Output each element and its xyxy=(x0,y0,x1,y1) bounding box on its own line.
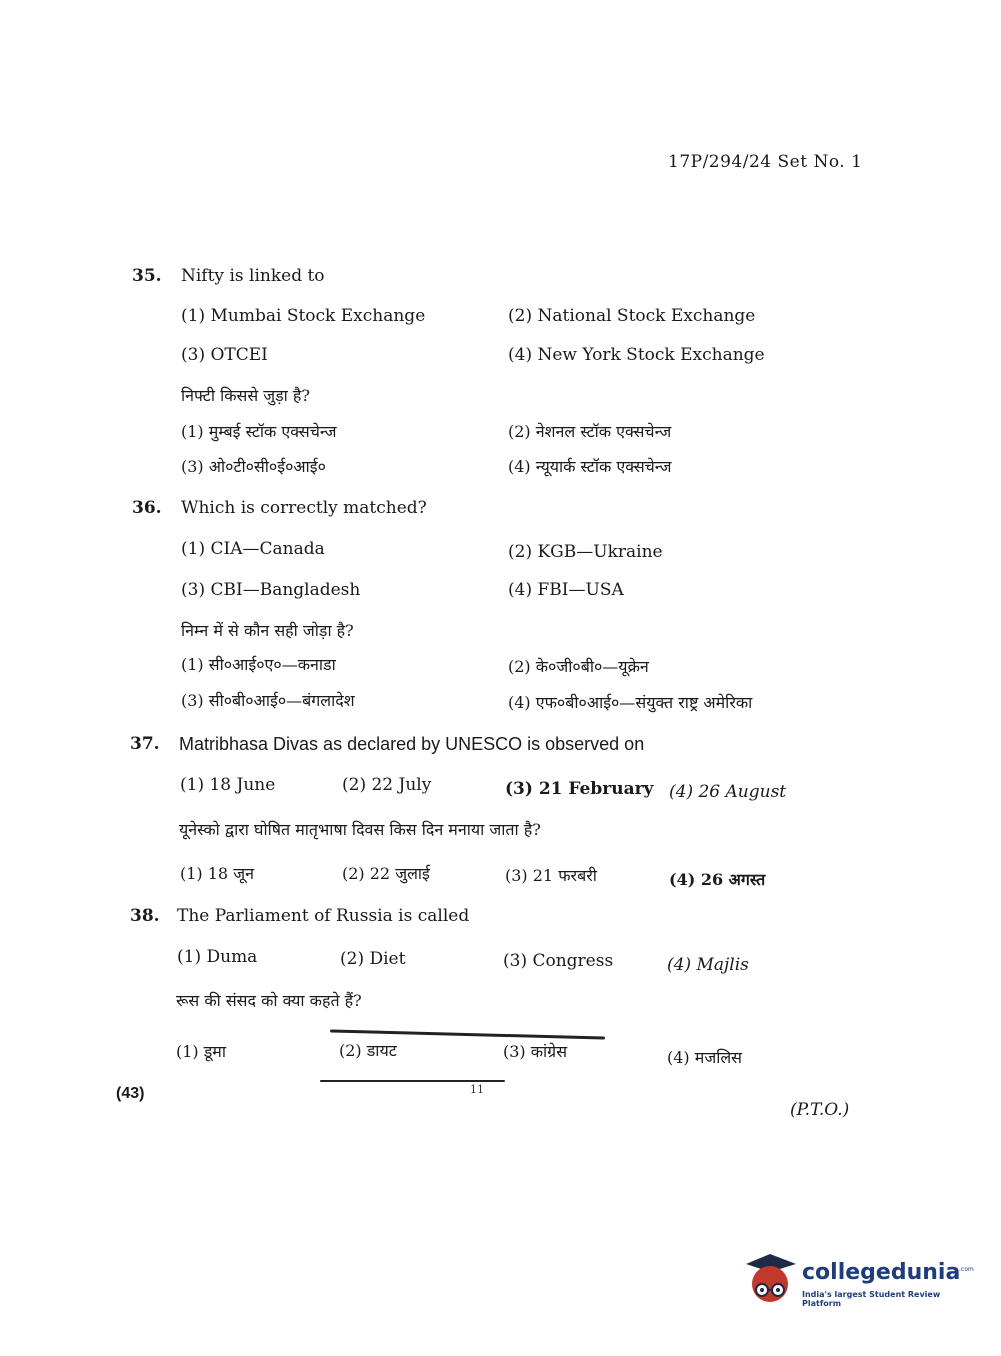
option-4: (4) Majlis xyxy=(667,955,749,975)
footer-paper-code: (43) xyxy=(116,1085,145,1102)
hindi-question-text: रूस की संसद को क्या कहते हैं? xyxy=(176,991,362,1010)
collegedunia-logo xyxy=(742,1250,972,1310)
option-3: (3) OTCEI xyxy=(181,345,268,365)
option-4: (4) New York Stock Exchange xyxy=(508,345,765,365)
option-4: (4) FBI—USA xyxy=(508,580,624,600)
question-number: 36. xyxy=(132,498,162,518)
option-3: (3) 21 February xyxy=(505,779,654,799)
option-2: (2) KGB—Ukraine xyxy=(508,542,663,562)
question-text: Matribhasa Divas as declared by UNESCO is observed on xyxy=(179,734,645,754)
hindi-question-text: निम्न में से कौन सही जोड़ा है? xyxy=(181,621,354,640)
hindi-option-1: (1) सी०आई०ए०—कनाडा xyxy=(181,655,336,674)
logo-name: collegedunia xyxy=(802,1260,961,1285)
page-number: 11 xyxy=(470,1083,484,1096)
question-text: Which is correctly matched? xyxy=(181,498,427,518)
logo-suffix: .com xyxy=(959,1266,974,1273)
hindi-question-text: यूनेस्को द्वारा घोषित मातृभाषा दिवस किस दिन मनाया जाता है? xyxy=(179,820,541,839)
footer-pto: (P.T.O.) xyxy=(790,1100,850,1120)
option-3: (3) CBI—Bangladesh xyxy=(181,580,361,600)
question-number: 35. xyxy=(132,266,162,286)
question-number: 38. xyxy=(130,906,160,926)
option-2: (2) National Stock Exchange xyxy=(508,306,756,326)
hindi-option-2: (2) 22 जुलाई xyxy=(342,864,430,883)
question-text: Nifty is linked to xyxy=(181,266,325,286)
hindi-option-2: (2) नेशनल स्टॉक एक्सचेन्ज xyxy=(508,422,672,441)
hindi-option-4: (4) 26 अगस्त xyxy=(669,870,766,889)
hindi-option-3: (3) सी०बी०आई०—बंगलादेश xyxy=(181,691,355,710)
hindi-option-4: (4) मजलिस xyxy=(667,1048,742,1067)
hindi-question-text: निफ्टी किससे जुड़ा है? xyxy=(181,386,310,405)
hindi-option-2: (2) के०जी०बी०—यूक्रेन xyxy=(508,657,649,676)
question-text: The Parliament of Russia is called xyxy=(177,906,470,926)
hindi-option-4: (4) न्यूयार्क स्टॉक एक्सचेन्ज xyxy=(508,457,672,476)
hindi-option-3: (3) कांग्रेस xyxy=(503,1042,568,1061)
hindi-option-1: (1) 18 जून xyxy=(180,864,254,883)
hindi-option-2: (2) डायट xyxy=(339,1041,397,1060)
option-1: (1) CIA—Canada xyxy=(181,539,325,559)
option-2: (2) Diet xyxy=(340,949,406,969)
hindi-option-3: (3) 21 फरबरी xyxy=(505,866,597,885)
hindi-option-1: (1) मुम्बई स्टॉक एक्सचेन्ज xyxy=(181,422,337,441)
scan-mark xyxy=(320,1080,505,1082)
option-3: (3) Congress xyxy=(503,951,614,971)
option-2: (2) 22 July xyxy=(342,775,432,795)
hindi-option-3: (3) ओ०टी०सी०ई०आई० xyxy=(181,457,326,476)
mascot-icon xyxy=(742,1250,798,1308)
option-1: (1) Mumbai Stock Exchange xyxy=(181,306,426,326)
hindi-option-4: (4) एफ०बी०आई०—संयुक्त राष्ट्र अमेरिका xyxy=(508,693,753,712)
hindi-option-1: (1) डूमा xyxy=(176,1042,227,1061)
option-4: (4) 26 August xyxy=(669,782,787,802)
logo-tagline: India's largest Student Review Platform xyxy=(802,1290,941,1308)
question-number: 37. xyxy=(130,734,160,754)
header-code: 17P/294/24 Set No. 1 xyxy=(668,152,863,172)
option-1: (1) 18 June xyxy=(180,775,276,795)
option-1: (1) Duma xyxy=(177,947,258,967)
